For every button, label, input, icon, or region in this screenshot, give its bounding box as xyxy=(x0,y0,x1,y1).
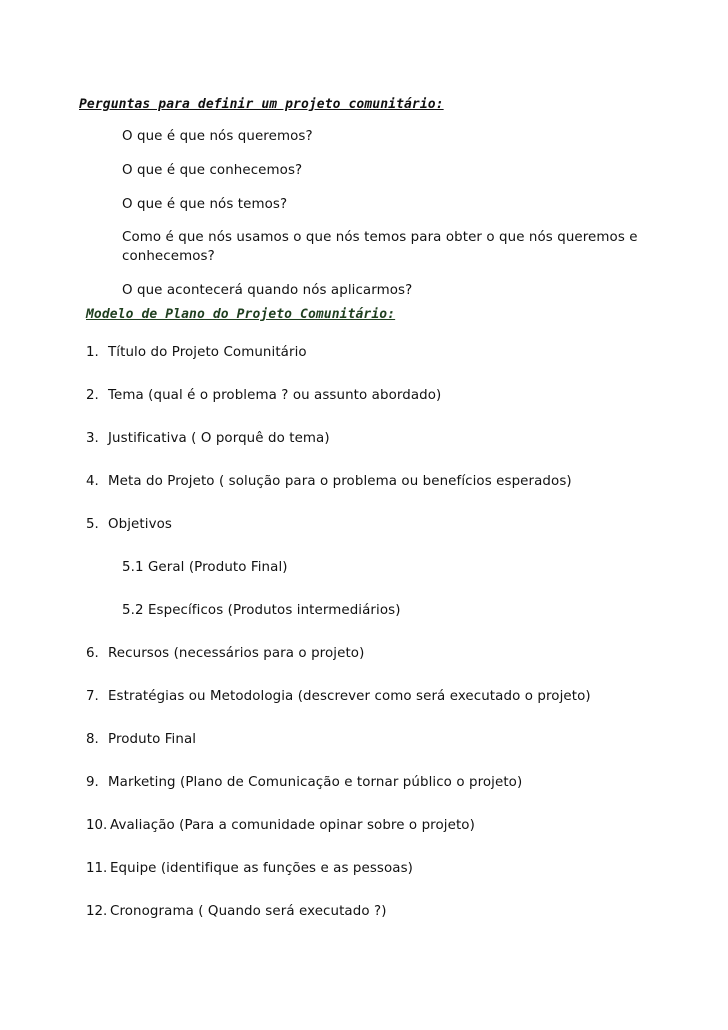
question-item: O que é que conhecemos? xyxy=(122,163,303,178)
plan-item-text: Meta do Projeto ( solução para o problema ou benefícios esperados) xyxy=(108,474,572,489)
plan-item-text: Equipe (identifique as funções e as pessoas) xyxy=(110,861,413,876)
plan-item-text: Produto Final xyxy=(108,732,197,747)
plan-item-number: 6. xyxy=(86,646,99,661)
plan-item-text: Título do Projeto Comunitário xyxy=(108,345,307,360)
plan-heading: Modelo de Plano do Projeto Comunitário: xyxy=(86,307,396,322)
question-item: O que é que nós queremos? xyxy=(122,129,313,144)
plan-subitem-text: 5.2 Específicos (Produtos intermediários) xyxy=(122,603,401,618)
plan-item-number: 11. xyxy=(86,861,108,876)
plan-item-text: Justificativa ( O porquê do tema) xyxy=(108,431,330,446)
plan-item-text: Marketing (Plano de Comunicação e tornar público o projeto) xyxy=(108,775,523,790)
questions-heading: Perguntas para definir um projeto comunitário: xyxy=(79,97,444,112)
plan-item-number: 4. xyxy=(86,474,99,489)
question-item-continuation: conhecemos? xyxy=(122,249,215,264)
plan-item-number: 8. xyxy=(86,732,99,747)
plan-item-text: Objetivos xyxy=(108,517,172,532)
plan-item-text: Avaliação (Para a comunidade opinar sobre o projeto) xyxy=(110,818,475,833)
plan-item-text: Estratégias ou Metodologia (descrever como será executado o projeto) xyxy=(108,689,591,704)
plan-item-number: 1. xyxy=(86,345,99,360)
plan-subitem-text: 5.1 Geral (Produto Final) xyxy=(122,560,288,575)
plan-item-text: Cronograma ( Quando será executado ?) xyxy=(110,904,387,919)
plan-item-text: Recursos (necessários para o projeto) xyxy=(108,646,365,661)
question-item: O que acontecerá quando nós aplicarmos? xyxy=(122,283,413,298)
plan-item-number: 10. xyxy=(86,818,108,833)
plan-item-number: 3. xyxy=(86,431,99,446)
plan-item-number: 12. xyxy=(86,904,108,919)
question-item: Como é que nós usamos o que nós temos para obter o que nós queremos e xyxy=(122,230,638,245)
plan-item-text: Tema (qual é o problema ? ou assunto abordado) xyxy=(108,388,442,403)
plan-item-number: 9. xyxy=(86,775,99,790)
plan-item-number: 7. xyxy=(86,689,99,704)
plan-item-number: 2. xyxy=(86,388,99,403)
question-item: O que é que nós temos? xyxy=(122,197,288,212)
plan-item-number: 5. xyxy=(86,517,99,532)
